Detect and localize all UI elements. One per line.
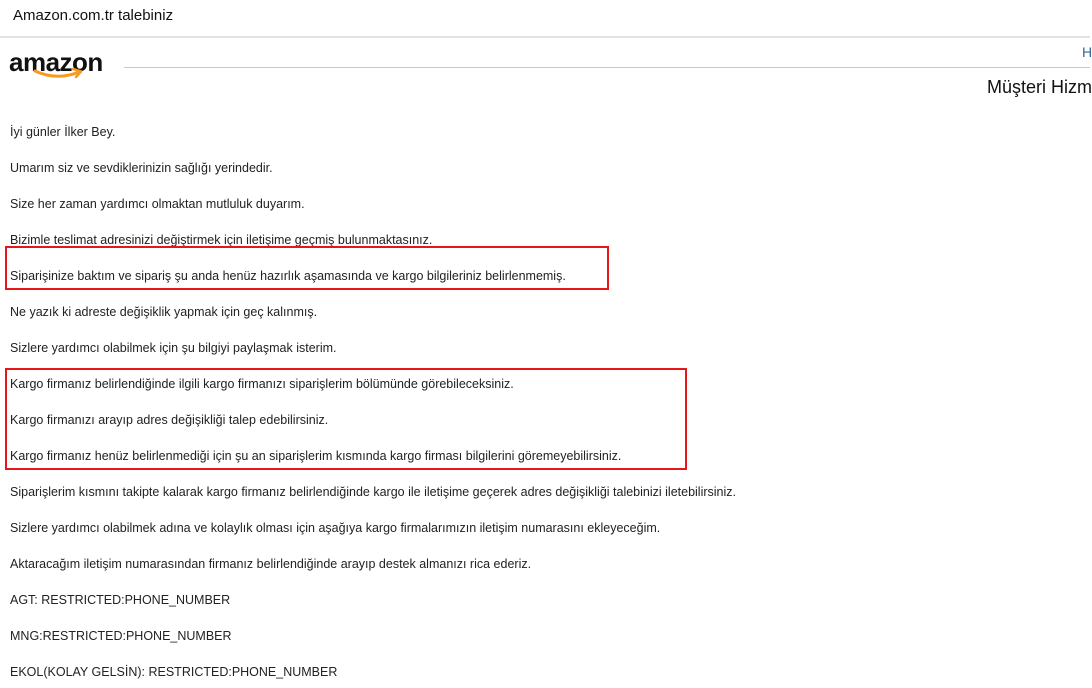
phone-line-ekol: EKOL(KOLAY GELSİN): RESTRICTED:PHONE_NUMBER [10, 665, 338, 679]
message-paragraph: Siparişlerim kısmını takipte kalarak kargo firmanız belirlendiğinde kargo ile iletişime geçerek adres değişikliği talebinizi iletebilirsiniz. [10, 485, 737, 499]
highlight-box-cargo-info [5, 368, 687, 470]
message-paragraph: Sizlere yardımcı olabilmek adına ve kolaylık olması için aşağıya kargo firmalarımızın iletişim numarasını ekleyeceğim. [10, 521, 661, 535]
amazon-logo-wordmark: amazon [9, 47, 103, 77]
message-paragraph: Kargo firmanız henüz belirlenmediği için şu an siparişlerim kısmında kargo firması bilgilerini göremeyebilirsiniz. [10, 449, 622, 463]
message-paragraph: Sizlere yardımcı olabilmek için şu bilgiyi paylaşmak isterim. [10, 341, 337, 355]
message-paragraph: Siparişinize baktım ve sipariş şu anda henüz hazırlık aşamasında ve kargo bilgileriniz belirlenmemiş. [10, 269, 566, 283]
message-paragraph: Kargo firmanızı arayıp adres değişikliği talep edebilirsiniz. [10, 413, 329, 427]
customer-service-title: Müşteri Hizm [987, 77, 1092, 97]
window-title: Amazon.com.tr talebiniz [13, 7, 174, 24]
highlight-box-order-status [5, 246, 609, 290]
amazon-logo [9, 48, 113, 88]
phone-line-agt: AGT: RESTRICTED:PHONE_NUMBER [10, 593, 231, 607]
message-paragraph: Ne yazık ki adreste değişiklik yapmak için geç kalınmış. [10, 305, 318, 319]
phone-line-mng: MNG:RESTRICTED:PHONE_NUMBER [10, 629, 232, 643]
header-top-link[interactable]: H [1082, 44, 1092, 60]
email-header [0, 38, 1090, 108]
message-paragraph: İyi günler İlker Bey. [10, 125, 116, 139]
message-paragraph: Kargo firmanız belirlendiğinde ilgili kargo firmanızı siparişlerim bölümünde görebileceksiniz. [10, 377, 514, 391]
message-paragraph: Size her zaman yardımcı olmaktan mutluluk duyarım. [10, 197, 305, 211]
message-paragraph: Aktaracağım iletişim numarasından firmanız belirlendiğinde arayıp destek almanızı rica ederiz. [10, 557, 532, 571]
message-paragraph: Bizimle teslimat adresinizi değiştirmek için iletişime geçmiş bulunmaktasınız. [10, 233, 433, 247]
message-paragraph: Umarım siz ve sevdiklerinizin sağlığı yerindedir. [10, 161, 273, 175]
header-divider [124, 67, 1090, 68]
amazon-smile-icon [9, 68, 89, 82]
window-titlebar [0, 0, 1090, 38]
